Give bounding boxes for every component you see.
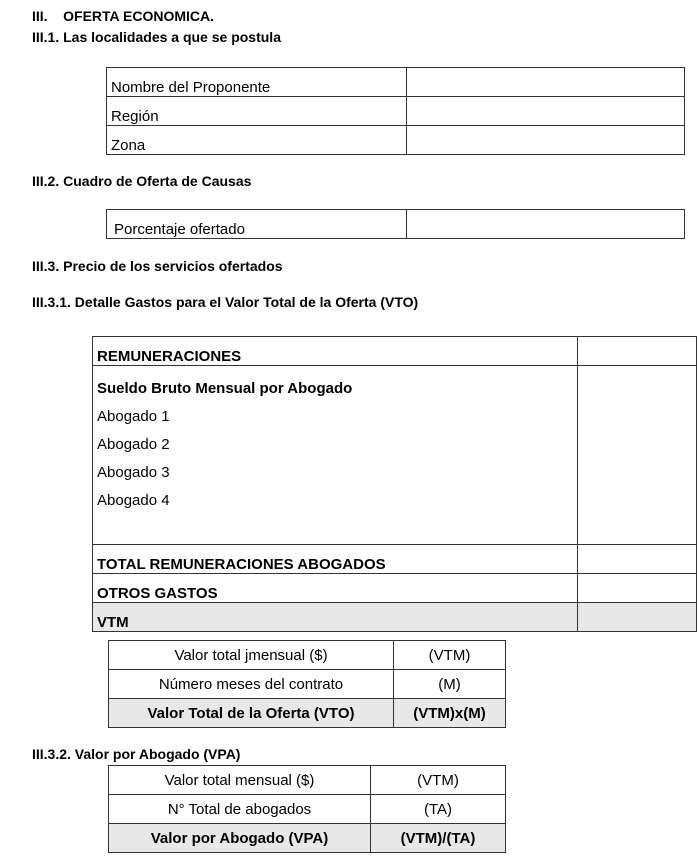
section-number: III. [32, 8, 48, 24]
value-cell[interactable] [407, 126, 685, 155]
vpa-table [108, 765, 506, 853]
abogado-label: Abogado 4 [97, 492, 170, 509]
table-row [93, 366, 697, 545]
label-cell: Número meses del contrato [109, 670, 394, 699]
table-row [107, 210, 685, 239]
table-row [93, 603, 697, 632]
section-title [32, 8, 214, 24]
value-cell: (VTM)x(M) [394, 699, 506, 728]
value-cell[interactable] [578, 337, 697, 366]
heading-iii-1: III.1. Las localidades a que se postula [32, 29, 281, 45]
abogado-label: Abogado 3 [97, 464, 170, 481]
value-cell[interactable] [407, 97, 685, 126]
table-row [93, 337, 697, 366]
value-cell[interactable] [578, 545, 697, 574]
value-cell[interactable] [578, 603, 697, 632]
label-cell: Nombre del Proponente [107, 68, 407, 97]
heading-iii-3: III.3. Precio de los servicios ofertados [32, 258, 283, 274]
remuneraciones-label: REMUNERACIONES [93, 337, 578, 366]
total-remuneraciones-label: TOTAL REMUNERACIONES ABOGADOS [93, 545, 578, 574]
causas-table [106, 209, 685, 239]
value-cell: (M) [394, 670, 506, 699]
table-row [109, 766, 506, 795]
heading-iii-3-1: III.3.1. Detalle Gastos para el Valor Total de la Oferta (VTO) [32, 294, 419, 310]
label-cell: Valor Total de la Oferta (VTO) [109, 699, 394, 728]
gastos-table [92, 336, 697, 632]
table-row [107, 126, 685, 155]
table-row [109, 795, 506, 824]
otros-gastos-label: OTROS GASTOS [93, 574, 578, 603]
abogado-label: Abogado 2 [97, 436, 170, 453]
label-cell: Porcentaje ofertado [107, 210, 407, 239]
value-cell[interactable] [578, 574, 697, 603]
heading-iii-2: III.2. Cuadro de Oferta de Causas [32, 173, 252, 189]
value-cell: (TA) [371, 795, 506, 824]
value-cell[interactable] [407, 210, 685, 239]
label-cell: Valor por Abogado (VPA) [109, 824, 371, 853]
section-name: OFERTA ECONOMICA. [63, 8, 215, 24]
table-row [107, 97, 685, 126]
value-cell: (VTM)/(TA) [371, 824, 506, 853]
label-cell: Zona [107, 126, 407, 155]
value-cell: (VTM) [394, 641, 506, 670]
label-cell: Valor total jmensual ($) [109, 641, 394, 670]
vto-table [108, 640, 506, 728]
table-row [109, 641, 506, 670]
table-row [109, 824, 506, 853]
table-row [109, 670, 506, 699]
sueldo-label: Sueldo Bruto Mensual por Abogado [97, 380, 353, 397]
value-cell[interactable] [407, 68, 685, 97]
localidades-table [106, 67, 685, 155]
label-cell: N° Total de abogados [109, 795, 371, 824]
label-cell: Región [107, 97, 407, 126]
sueldo-cell [93, 366, 578, 545]
vtm-label: VTM [93, 603, 578, 632]
table-row [107, 68, 685, 97]
table-row [109, 699, 506, 728]
value-cell: (VTM) [371, 766, 506, 795]
value-cell[interactable] [578, 366, 697, 545]
table-row [93, 574, 697, 603]
heading-iii-3-2: III.3.2. Valor por Abogado (VPA) [32, 746, 241, 762]
abogado-label: Abogado 1 [97, 408, 170, 425]
table-row [93, 545, 697, 574]
label-cell: Valor total mensual ($) [109, 766, 371, 795]
